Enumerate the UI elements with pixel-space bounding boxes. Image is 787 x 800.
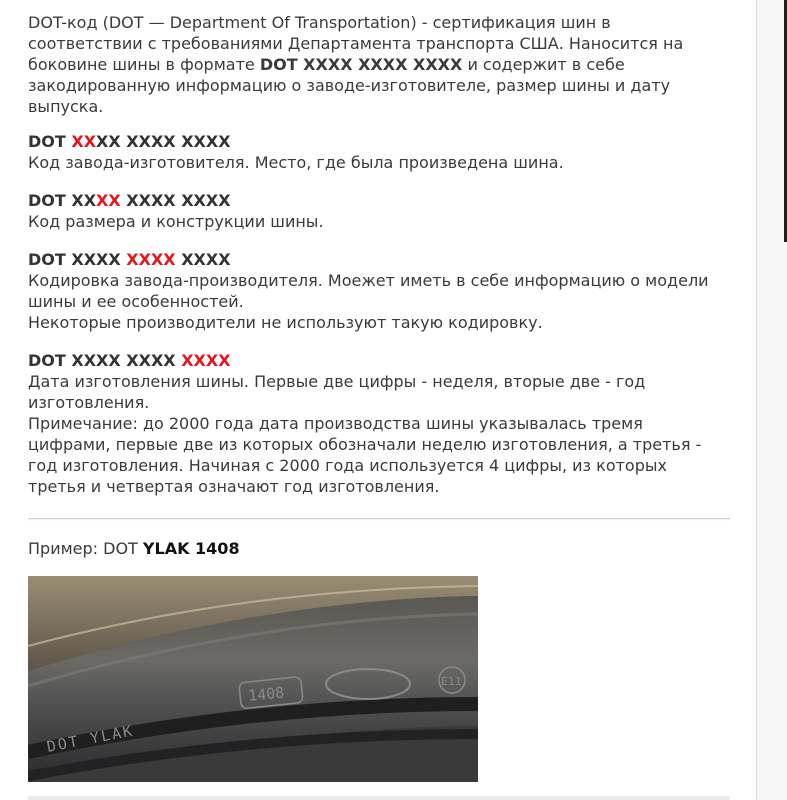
article-content (28, 12, 728, 514)
e-mark-icon: E11 (441, 675, 462, 688)
intro-text-before: DOT-код (DOT — Department Of Transportation) - сертификация шин в соответствии с требованиями Департамента транспорта США. Наносится на боковине шины в формате (28, 13, 684, 74)
highlight-part: XX (96, 191, 121, 210)
code-title: DOT XXXX XXXX XXXX (28, 191, 231, 210)
code-block-manufacturer (28, 249, 728, 333)
intro-format: DOT XXXX XXXX XXXX (259, 55, 463, 74)
highlight-part: XX (71, 132, 97, 151)
example-code: YLAK 1408 (142, 539, 240, 558)
highlight-part: XXXX (126, 250, 176, 269)
code-block-date (28, 350, 728, 497)
right-side-panel (757, 0, 787, 800)
intro-paragraph (28, 12, 728, 117)
code-description: Дата изготовления шины. Первые две цифры - неделя, вторые две - год изготовления. (28, 372, 646, 412)
code-note: Примечание: до 2000 года дата производства шины указывалась тремя цифрами, первые две из которых обозначали неделю изготовления, а третья - год изготовления. Начиная с 2000 года используется 4 цифры, из которых третья и четвертая означают год изготовления. (28, 414, 702, 496)
svg-text:DOT YLAK: DOT YLAK (45, 721, 136, 756)
code-title: DOT XXXX XXXX XXXX (28, 351, 231, 370)
code-description: Код завода-изготовителя. Место, где была произведена шина. (28, 153, 564, 172)
code-title: DOT XXXX XXXX XXXX (28, 250, 231, 269)
bottom-edge (28, 796, 730, 800)
code-description-extra: Некоторые производители не используют такую кодировку. (28, 313, 543, 332)
section-divider (28, 518, 730, 519)
code-block-size (28, 190, 728, 232)
intro-text-after: и содержит в себе закодированную информацию о заводе-изготовителе, размер шины и дату выпуска. (28, 55, 671, 116)
code-block-factory (28, 131, 728, 173)
example-line (28, 538, 240, 559)
highlight-part: XXXX (181, 351, 231, 370)
example-label: Пример: DOT (28, 539, 143, 558)
svg-text:1408: 1408 (247, 683, 286, 706)
code-title: DOT XXXX XXXX XXXX (28, 132, 231, 151)
tire-photo (28, 576, 478, 782)
code-description: Код размера и конструкции шины. (28, 212, 324, 231)
code-description: Кодировка завода-производителя. Моежет иметь в себе информацию о модели шины и ее особенностей. (28, 271, 709, 311)
